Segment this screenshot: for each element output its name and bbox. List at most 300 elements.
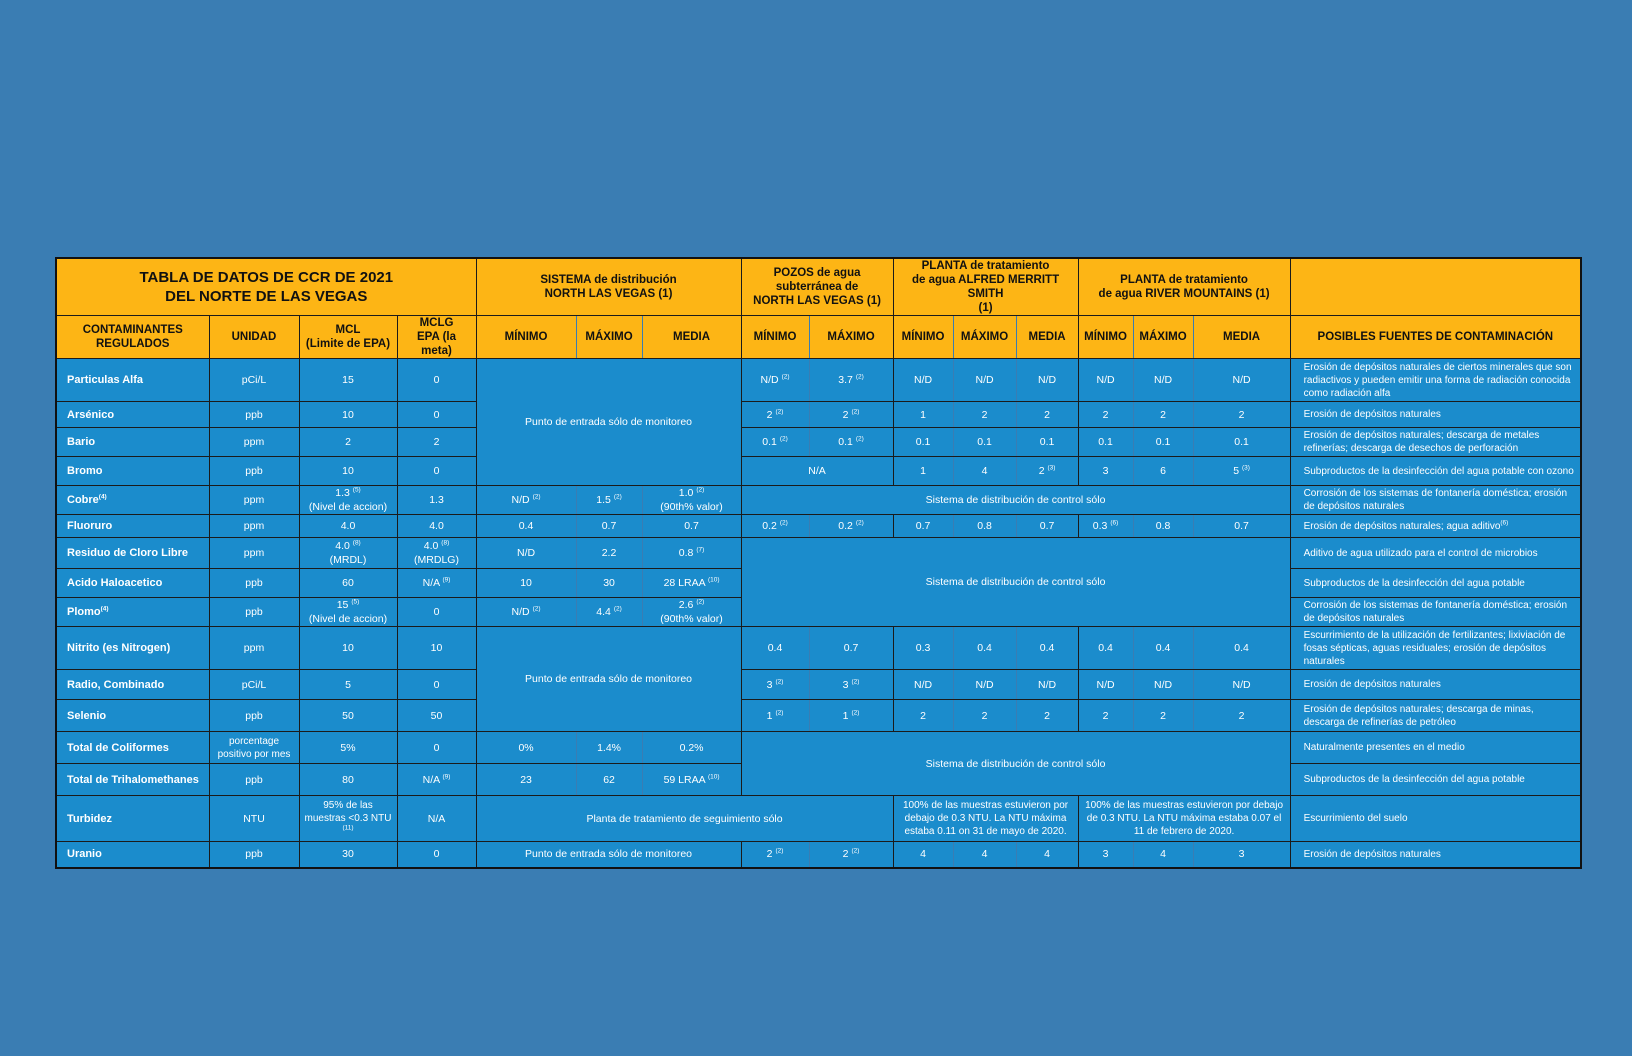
dist-min-cell: N/D [476, 538, 576, 569]
table-row-cloro [56, 538, 1581, 569]
dist-min-cell [476, 486, 576, 515]
dist-entry-point-note: Punto de entrada sólo de monitoreo [476, 627, 741, 732]
mclg-cell [397, 538, 476, 569]
wells-max-cell [809, 515, 893, 538]
value: 4.4 [596, 606, 611, 618]
col-header-dist-min: MÍNIMO [476, 316, 576, 359]
contaminant-name: Nitrito (es Nitrogen) [56, 627, 209, 670]
wells-min-cell [741, 515, 809, 538]
value: 4.0 [335, 540, 350, 552]
mclg-cell: N/A [397, 796, 476, 842]
footnote-sup: (2) [613, 493, 622, 501]
wells-min-cell [741, 428, 809, 457]
rm-min-cell: N/D [1078, 670, 1133, 700]
value: N/A [422, 773, 440, 786]
mcl-cell: 5% [299, 732, 397, 764]
mcl-cell [299, 796, 397, 842]
table-row-bromo [56, 457, 1581, 486]
footnote-sup: (10) [707, 576, 720, 584]
unit-cell: ppm [209, 486, 299, 515]
source-cell: Corrosión de los sistemas de fontanería doméstica; erosión de depósitos naturales [1290, 598, 1581, 627]
col-header-mclg-line-2: EPA (la meta) [417, 331, 456, 357]
value: Erosión de depósitos naturales; agua aditivo [1303, 520, 1501, 532]
group-wells-line-3: NORTH LAS VEGAS (1) [753, 295, 881, 307]
unit-cell: pCi/L [209, 670, 299, 700]
dist-max-cell: 0.7 [576, 515, 642, 538]
footnote-sup: (2) [855, 519, 864, 527]
source-cell: Subproductos de la desinfección del agua potable [1290, 764, 1581, 796]
value: 2 [766, 408, 773, 421]
table-row-arsenico [56, 402, 1581, 428]
contaminant-name: Particulas Alfa [56, 359, 209, 402]
footnote-sup: (2) [696, 598, 705, 606]
rm-min-cell: 2 [1078, 402, 1133, 428]
wells-min-cell [741, 402, 809, 428]
mclg-cell: 0 [397, 598, 476, 627]
col-header-contaminant [56, 316, 209, 359]
value: 3 [842, 678, 849, 691]
footnote-sup: (2) [851, 678, 860, 685]
unit-cell: ppm [209, 428, 299, 457]
value: 2.6 [678, 599, 694, 611]
col-header-mcl [299, 316, 397, 359]
value: 4.0 [423, 540, 439, 552]
value: 59 LRAA [663, 773, 706, 786]
group-wells-line-1: POZOS de agua [773, 267, 861, 279]
mclg-cell [397, 764, 476, 796]
footnote-sup: (11) [342, 824, 354, 832]
rm-avg-cell: 2 [1193, 402, 1290, 428]
footnote-sup: (10) [707, 773, 720, 780]
col-header-dist-avg: MEDIA [642, 316, 741, 359]
table-row-turbidez [56, 796, 1581, 842]
rm-max-cell: 6 [1133, 457, 1193, 486]
contaminant-name: Arsénico [56, 402, 209, 428]
mcl-cell: 5 [299, 670, 397, 700]
group-rm-line-1: PLANTA de tratamiento [1120, 274, 1248, 286]
value: 1.5 [596, 494, 611, 506]
mclg-cell: 0 [397, 732, 476, 764]
ams-avg-cell: 0.1 [1016, 428, 1078, 457]
unit-cell: ppb [209, 598, 299, 627]
group-empty-header [1290, 258, 1581, 316]
contaminant-name: Uranio [56, 842, 209, 868]
unit-cell: NTU [209, 796, 299, 842]
ams-min-cell: 0.3 [893, 627, 953, 670]
footnote-sup: (2) [851, 408, 860, 415]
source-cell: Aditivo de agua utilizado para el control de microbios [1290, 538, 1581, 569]
mclg-cell: 0 [397, 402, 476, 428]
mcl-cell: 60 [299, 569, 397, 598]
value: 1 [842, 709, 849, 722]
source-cell: Erosión de depósitos naturales; descarga de minas, descarga de refinerías de petróleo [1290, 700, 1581, 732]
dist-max-cell: 1.4% [576, 732, 642, 764]
value: N/D [511, 606, 530, 618]
dist-avg-value [647, 486, 737, 500]
unit-cell: ppm [209, 538, 299, 569]
source-cell: Escurrimiento de la utilización de fertilizantes; lixiviación de fosas sépticas, aguas residuales; erosión de depósitos naturales [1290, 627, 1581, 670]
table-row-uranio [56, 842, 1581, 868]
footnote-sup: (2) [855, 373, 864, 381]
footnote-sup: (8) [352, 539, 361, 547]
mcl-cell: 80 [299, 764, 397, 796]
rm-avg-cell: 3 [1193, 842, 1290, 868]
dist-avg-cell: 0.2% [642, 732, 741, 764]
rm-max-cell: 0.8 [1133, 515, 1193, 538]
table-row-coliformes [56, 732, 1581, 764]
unit-cell: porcentage positivo por mes [209, 732, 299, 764]
table-row-particulas-alfa [56, 359, 1581, 402]
value: 15 [336, 599, 349, 611]
col-header-ams-max: MÁXIMO [953, 316, 1016, 359]
mcl-cell [299, 538, 397, 569]
value: 95% de las muestras <0.3 NTU [304, 800, 392, 824]
unit-cell: ppb [209, 764, 299, 796]
value: 2 [1038, 465, 1045, 477]
footnote-sup: (2) [775, 678, 784, 685]
ams-min-cell: 4 [893, 842, 953, 868]
table-row-radio [56, 670, 1581, 700]
contaminant-name: Bromo [56, 457, 209, 486]
ams-max-cell: 4 [953, 842, 1016, 868]
footnote-sup: (6) [1500, 519, 1509, 527]
rm-min-cell: 0.4 [1078, 627, 1133, 670]
wells-min-cell [741, 670, 809, 700]
dist-avg-cell [642, 486, 741, 515]
value: 28 LRAA [663, 577, 706, 589]
dist-entry-point-note: Punto de entrada sólo de monitoreo [476, 842, 741, 868]
wells-min-cell: 0.4 [741, 627, 809, 670]
mclg-value [402, 539, 472, 553]
footnote-sup: (2) [851, 709, 860, 716]
mcl-note: (Nivel de accion) [308, 501, 388, 513]
ams-min-cell: 1 [893, 457, 953, 486]
ams-min-cell: 2 [893, 700, 953, 732]
ams-avg-cell: 2 [1016, 700, 1078, 732]
ams-max-cell: N/D [953, 359, 1016, 402]
col-header-mcl-line-2: (Limite de EPA) [305, 338, 391, 350]
footnote-sup: (2) [775, 408, 784, 415]
dist-max-cell [576, 486, 642, 515]
unit-cell: ppm [209, 515, 299, 538]
value: 0.8 [678, 547, 694, 559]
dist-min-cell: 0% [476, 732, 576, 764]
source-cell: Corrosión de los sistemas de fontanería doméstica; erosión de depósitos naturales [1290, 486, 1581, 515]
contaminant-name: Turbidez [56, 796, 209, 842]
table-row-cobre [56, 486, 1581, 515]
dist-only-note: Sistema de distribución de control sólo [741, 538, 1290, 627]
col-header-rm-max: MÁXIMO [1133, 316, 1193, 359]
mcl-cell: 30 [299, 842, 397, 868]
wells-max-cell [809, 402, 893, 428]
header-row-groups [56, 258, 1581, 316]
source-cell: Erosión de depósitos naturales [1290, 402, 1581, 428]
unit-cell: ppb [209, 402, 299, 428]
mclg-note: (MRDLG) [414, 554, 459, 566]
dist-min-cell: 0.4 [476, 515, 576, 538]
source-cell: Erosión de depósitos naturales; descarga de metales refinerías; descarga de desechos de perforación [1290, 428, 1581, 457]
footnote-sup: (9) [442, 773, 451, 780]
dist-avg-note: (90th% valor) [660, 501, 723, 513]
mcl-note: (MRDL) [329, 554, 367, 566]
source-cell [1290, 515, 1581, 538]
ams-min-cell: 0.7 [893, 515, 953, 538]
unit-cell: ppb [209, 700, 299, 732]
col-header-wells-max: MÁXIMO [809, 316, 893, 359]
wells-min-cell [741, 700, 809, 732]
table-row-nitrito [56, 627, 1581, 670]
source-cell: Subproductos de la desinfección del agua potable con ozono [1290, 457, 1581, 486]
mcl-cell: 4.0 [299, 515, 397, 538]
mclg-cell: 0 [397, 359, 476, 402]
dist-min-cell: 10 [476, 569, 576, 598]
mcl-value [304, 598, 393, 612]
rm-max-cell: 0.4 [1133, 627, 1193, 670]
rm-turbidity-note: 100% de las muestras estuvieron por debajo de 0.3 NTU. La NTU máxima estaba 0.07 el 11 de febrero de 2020. [1078, 796, 1290, 842]
value: 2 [842, 408, 849, 421]
value: 5 [1233, 465, 1240, 477]
ams-min-cell: 0.1 [893, 428, 953, 457]
ams-max-cell: 4 [953, 457, 1016, 486]
source-cell: Subproductos de la desinfección del agua potable [1290, 569, 1581, 598]
footnote-sup: (2) [775, 847, 784, 855]
mcl-cell: 10 [299, 457, 397, 486]
mclg-cell: 4.0 [397, 515, 476, 538]
contaminant-name [56, 598, 209, 627]
rm-avg-cell: 0.1 [1193, 428, 1290, 457]
footnote-sup: (3) [1241, 464, 1250, 472]
value: N/D [760, 374, 779, 386]
title-line-1: TABLA DE DATOS DE CCR DE 2021 [139, 269, 394, 286]
value: 0.3 [1092, 520, 1108, 532]
contaminant-name: Bario [56, 428, 209, 457]
table-row-bario [56, 428, 1581, 457]
unit-cell: ppb [209, 457, 299, 486]
ams-avg-cell: 2 [1016, 402, 1078, 428]
mclg-cell: 0 [397, 842, 476, 868]
mclg-cell: 0 [397, 457, 476, 486]
footnote-sup: (2) [855, 435, 864, 443]
contaminant-name: Acido Haloacetico [56, 569, 209, 598]
unit-cell: ppb [209, 569, 299, 598]
value: N/A [422, 577, 440, 589]
title-line-2: DEL NORTE DE LAS VEGAS [165, 288, 368, 305]
mclg-cell: 1.3 [397, 486, 476, 515]
wells-na-cell: N/A [741, 457, 893, 486]
footnote-sup: (8) [441, 539, 450, 547]
ams-avg-cell: 0.7 [1016, 515, 1078, 538]
footnote-sup: (2) [781, 373, 790, 381]
footnote-sup: (2) [851, 847, 860, 855]
contaminant-name: Radio, Combinado [56, 670, 209, 700]
rm-min-cell: 0.1 [1078, 428, 1133, 457]
mcl-note: (Nivel de accion) [308, 613, 388, 625]
footnote-sup: (4) [98, 493, 107, 501]
group-distribution-line-2: NORTH LAS VEGAS (1) [544, 288, 673, 300]
rm-min-cell: N/D [1078, 359, 1133, 402]
value: 1.0 [678, 487, 694, 499]
col-header-dist-max: MÁXIMO [576, 316, 642, 359]
col-header-wells-min: MÍNIMO [741, 316, 809, 359]
wells-min-cell [741, 842, 809, 868]
value: 0.1 [762, 436, 777, 448]
col-header-ams-min: MÍNIMO [893, 316, 953, 359]
source-cell: Erosión de depósitos naturales de ciertos minerales que son radiactivos y pueden emitir una forma de radiación conocida como radiación alfa [1290, 359, 1581, 402]
group-wells-line-2: subterránea de [775, 281, 859, 293]
mclg-cell: 0 [397, 670, 476, 700]
value: Plomo [67, 606, 101, 618]
value: 0.2 [762, 520, 777, 532]
ams-max-cell: N/D [953, 670, 1016, 700]
group-rm-header [1078, 258, 1290, 316]
ams-max-cell: 0.8 [953, 515, 1016, 538]
rm-min-cell: 2 [1078, 700, 1133, 732]
contaminant-name: Fluoruro [56, 515, 209, 538]
footnote-sup: (2) [779, 519, 788, 527]
source-cell: Erosión de depósitos naturales [1290, 842, 1581, 868]
rm-min-cell: 3 [1078, 457, 1133, 486]
group-ams-line-3: (1) [978, 302, 993, 314]
dist-avg-cell [642, 598, 741, 627]
col-header-mcl-line-1: MCL [335, 324, 361, 336]
footnote-sup: (2) [532, 493, 541, 501]
value: 2 [842, 848, 849, 861]
mcl-cell [299, 486, 397, 515]
wells-max-cell [809, 359, 893, 402]
table-title [56, 258, 476, 316]
value: 1.3 [335, 487, 350, 499]
value: 0.1 [838, 436, 853, 448]
mcl-cell: 2 [299, 428, 397, 457]
mcl-cell: 10 [299, 402, 397, 428]
dist-only-note: Sistema de distribución de control sólo [741, 732, 1290, 796]
plant-only-note: Planta de tratamiento de seguimiento sólo [476, 796, 893, 842]
col-header-contaminant-line-1: CONTAMINANTES [82, 324, 183, 336]
rm-avg-cell: N/D [1193, 670, 1290, 700]
group-ams-line-1: PLANTA de tratamiento [921, 260, 1050, 272]
rm-max-cell: 2 [1133, 700, 1193, 732]
dist-avg-note: (90th% valor) [660, 613, 723, 625]
mclg-cell: 2 [397, 428, 476, 457]
group-ams-line-2: de agua ALFRED MERRITT SMITH [911, 274, 1060, 300]
rm-max-cell: 4 [1133, 842, 1193, 868]
unit-cell: pCi/L [209, 359, 299, 402]
mcl-cell: 50 [299, 700, 397, 732]
col-header-contaminant-line-2: REGULADOS [96, 338, 170, 350]
dist-avg-cell: 0.7 [642, 515, 741, 538]
dist-only-note: Sistema de distribución de control sólo [741, 486, 1290, 515]
footnote-sup: (2) [696, 486, 705, 494]
dist-max-cell: 2.2 [576, 538, 642, 569]
ams-min-cell: N/D [893, 359, 953, 402]
mclg-cell: 50 [397, 700, 476, 732]
footnote-sup: (2) [775, 709, 784, 716]
value: N/D [511, 494, 530, 506]
dist-min-cell: 23 [476, 764, 576, 796]
dist-min-cell [476, 598, 576, 627]
contaminant-name: Residuo de Cloro Libre [56, 538, 209, 569]
footnote-sup: (2) [532, 605, 541, 613]
contaminant-name [56, 486, 209, 515]
col-header-rm-min: MÍNIMO [1078, 316, 1133, 359]
mclg-cell [397, 569, 476, 598]
ams-max-cell: 0.4 [953, 627, 1016, 670]
ams-min-cell: 1 [893, 402, 953, 428]
mcl-value [304, 539, 393, 553]
group-distribution-header [476, 258, 741, 316]
ams-avg-cell: 4 [1016, 842, 1078, 868]
contaminant-name: Selenio [56, 700, 209, 732]
group-ams-header [893, 258, 1078, 316]
value: 0.2 [838, 520, 853, 532]
unit-cell: ppm [209, 627, 299, 670]
col-header-mclg-line-1: MCLG [419, 317, 454, 329]
source-cell: Erosión de depósitos naturales [1290, 670, 1581, 700]
dist-avg-cell [642, 569, 741, 598]
dist-avg-value [647, 598, 737, 612]
wells-max-cell [809, 670, 893, 700]
rm-avg-cell: 2 [1193, 700, 1290, 732]
footnote-sup: (5) [352, 486, 361, 494]
value: Cobre [67, 494, 99, 506]
footnote-sup: (2) [779, 435, 788, 443]
contaminant-name: Total de Coliformes [56, 732, 209, 764]
rm-avg-cell [1193, 457, 1290, 486]
footnote-sup: (4) [100, 605, 109, 613]
rm-max-cell: N/D [1133, 670, 1193, 700]
contaminant-name: Total de Trihalomethanes [56, 764, 209, 796]
ams-turbidity-note: 100% de las muestras estuvieron por debajo de 0.3 NTU. La NTU máxima estaba 0.11 on 31 de mayo de 2020. [893, 796, 1078, 842]
ams-avg-cell: 0.4 [1016, 627, 1078, 670]
mcl-cell: 10 [299, 627, 397, 670]
footnote-sup: (2) [613, 605, 622, 613]
source-cell: Naturalmente presentes en el medio [1290, 732, 1581, 764]
ams-max-cell: 0.1 [953, 428, 1016, 457]
ams-avg-cell: N/D [1016, 670, 1078, 700]
rm-min-cell: 3 [1078, 842, 1133, 868]
col-header-ams-avg: MEDIA [1016, 316, 1078, 359]
wells-max-cell: 0.7 [809, 627, 893, 670]
dist-avg-cell [642, 538, 741, 569]
rm-max-cell: 2 [1133, 402, 1193, 428]
col-header-sources: POSIBLES FUENTES DE CONTAMINACIÓN [1290, 316, 1581, 359]
wells-min-cell [741, 359, 809, 402]
wells-max-cell [809, 842, 893, 868]
col-header-rm-avg: MEDIA [1193, 316, 1290, 359]
mcl-cell: 15 [299, 359, 397, 402]
dist-entry-point-note: Punto de entrada sólo de monitoreo [476, 359, 741, 486]
rm-avg-cell: 0.4 [1193, 627, 1290, 670]
dist-max-cell: 30 [576, 569, 642, 598]
rm-min-cell [1078, 515, 1133, 538]
dist-avg-cell [642, 764, 741, 796]
wells-max-cell [809, 428, 893, 457]
value: 2 [766, 848, 773, 861]
ams-max-cell: 2 [953, 402, 1016, 428]
rm-avg-cell: N/D [1193, 359, 1290, 402]
table-row-selenio [56, 700, 1581, 732]
ams-min-cell: N/D [893, 670, 953, 700]
footnote-sup: (5) [351, 598, 360, 606]
mcl-value [304, 486, 393, 500]
value: 3 [766, 678, 773, 691]
mcl-cell [299, 598, 397, 627]
header-row-columns [56, 316, 1581, 359]
unit-cell: ppb [209, 842, 299, 868]
footnote-sup: (3) [1047, 464, 1056, 472]
dist-max-cell [576, 598, 642, 627]
col-header-mclg [397, 316, 476, 359]
